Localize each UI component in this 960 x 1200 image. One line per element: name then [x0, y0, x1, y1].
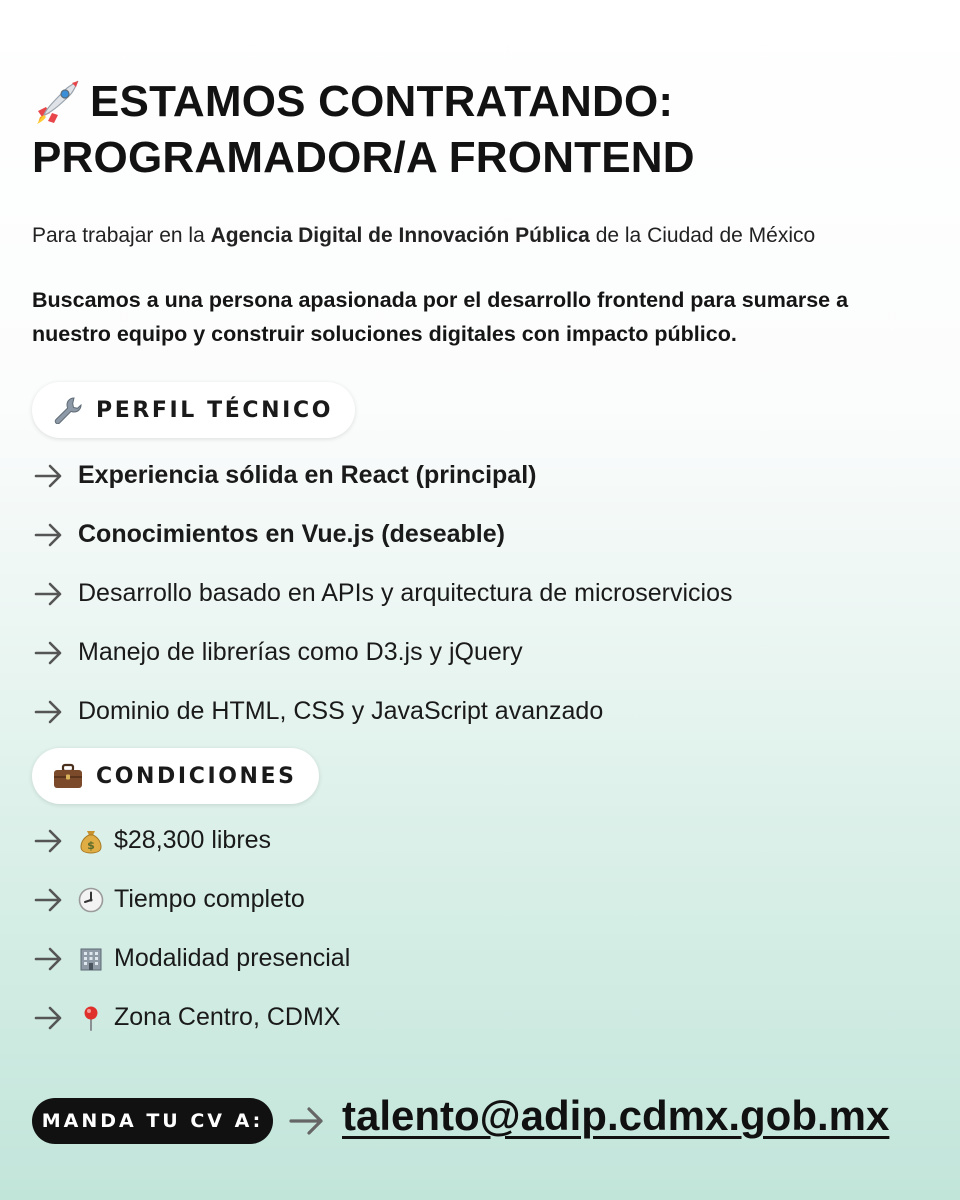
section-label-condiciones: CONDICIONES	[96, 763, 297, 789]
briefcase-icon	[52, 762, 84, 790]
email-link[interactable]: talento@adip.cdmx.gob.mx	[342, 1092, 890, 1139]
arrow-right-icon	[34, 700, 64, 724]
map-pin-icon	[78, 1005, 104, 1031]
list-item-text: $28,300 libres	[114, 826, 272, 854]
title-text-2: PROGRAMADOR/A FRONTEND	[32, 133, 695, 182]
page-title	[32, 74, 932, 186]
list-item	[34, 564, 934, 623]
intro-suffix: de la Ciudad de México	[589, 224, 816, 247]
arrow-right-icon	[34, 888, 64, 912]
list-item	[34, 870, 934, 929]
section-label-perfil: PERFIL TÉCNICO	[96, 397, 334, 423]
svg-text:$: $	[87, 838, 95, 852]
money-bag-icon	[78, 828, 104, 854]
list-item-text: Desarrollo basado en APIs y arquitectura de microservicios	[78, 579, 733, 607]
intro-text	[32, 220, 942, 252]
list-item-text: Zona Centro, CDMX	[114, 1003, 341, 1031]
list-item	[34, 505, 934, 564]
title-line-1	[32, 74, 932, 130]
rocket-icon	[32, 77, 82, 127]
list-item	[34, 682, 934, 741]
section-header-condiciones	[32, 748, 319, 804]
office-building-icon	[78, 946, 104, 972]
arrow-right-icon	[34, 641, 64, 665]
list-item	[34, 988, 934, 1047]
wrench-icon	[52, 396, 84, 424]
arrow-right-icon	[34, 947, 64, 971]
list-item	[34, 929, 934, 988]
perfil-list	[34, 446, 934, 741]
list-item	[34, 623, 934, 682]
list-item-text: Manejo de librerías como D3.js y jQuery	[78, 638, 523, 666]
lead-paragraph: Buscamos a una persona apasionada por el desarrollo frontend para sumarse a nuestro equipo y construir soluciones digitales con impacto público.	[32, 288, 849, 346]
arrow-right-icon	[34, 464, 64, 488]
list-item	[34, 446, 934, 505]
clock-icon	[78, 887, 104, 913]
arrow-right-icon	[34, 523, 64, 547]
section-header-perfil	[32, 382, 355, 438]
agency-name: Agencia Digital de Innovación Pública	[210, 224, 590, 247]
list-item-text: Modalidad presencial	[114, 944, 351, 972]
arrow-right-icon	[34, 582, 64, 606]
list-item-text: Experiencia sólida en React (principal)	[78, 461, 537, 489]
arrow-right-icon	[34, 829, 64, 853]
title-line-2	[32, 130, 932, 186]
list-item-text: Conocimientos en Vue.js (deseable)	[78, 520, 505, 548]
title-text-1: ESTAMOS CONTRATANDO:	[90, 77, 674, 126]
arrow-right-icon	[34, 1006, 64, 1030]
cta-badge: MANDA TU CV A:	[32, 1098, 273, 1144]
condiciones-list	[34, 811, 934, 1047]
list-item-text: Tiempo completo	[114, 885, 305, 913]
list-item	[34, 811, 934, 870]
intro-prefix: Para trabajar en la	[32, 224, 211, 247]
arrow-right-icon	[288, 1105, 326, 1137]
list-item-text: Dominio de HTML, CSS y JavaScript avanzado	[78, 697, 604, 725]
